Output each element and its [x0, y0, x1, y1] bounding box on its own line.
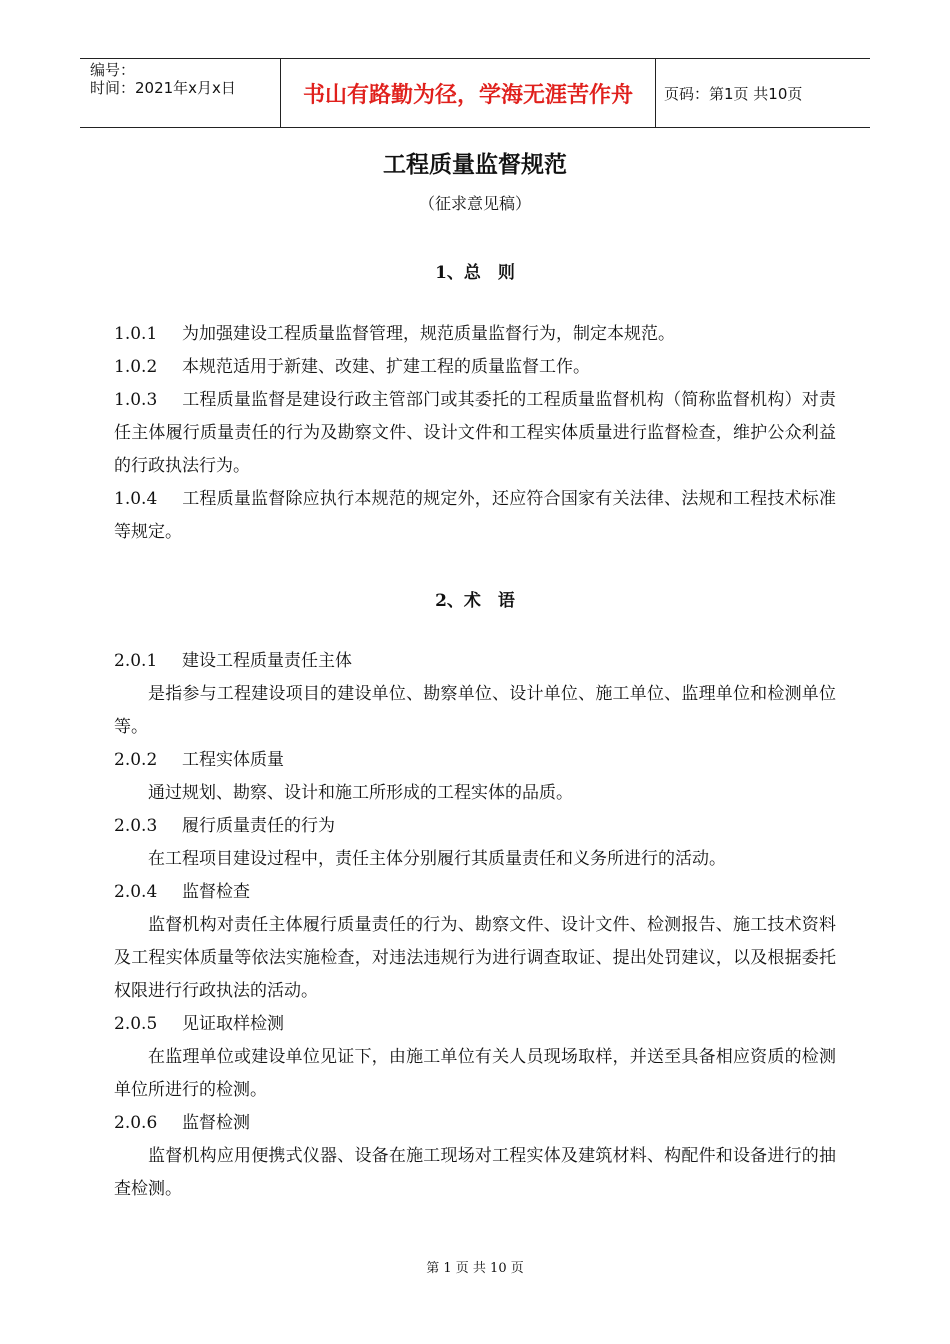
clause-number: 2.0.4	[114, 882, 158, 902]
term-definition: 通过规划、勘察、设计和施工所形成的工程实体的品质。	[148, 783, 573, 803]
clause-number: 2.0.3	[114, 816, 158, 836]
time-label: 时间：2021年x月x日	[90, 79, 236, 97]
term-name: 见证取样检测	[182, 1014, 284, 1034]
section-heading-general: 1、总 则	[435, 263, 515, 283]
term-name: 监督检查	[182, 882, 250, 902]
term-name: 建设工程质量责任主体	[182, 651, 352, 671]
clause	[114, 483, 836, 549]
term-definition: 监督机构应用便携式仪器、设备在施工现场对工程实体及建筑材料、构配件和设备进行的抽查检测。	[114, 1146, 836, 1199]
term-heading	[114, 645, 836, 678]
term-heading	[114, 876, 836, 909]
clause	[114, 384, 836, 483]
clause-number: 2.0.2	[114, 750, 158, 770]
header-meta	[80, 59, 280, 127]
clause-number: 1.0.1	[114, 324, 158, 344]
header-motto: 书山有路勤为径，学海无涯苦作舟	[280, 59, 656, 127]
term-definition: 监督机构对责任主体履行质量责任的行为、勘察文件、设计文件、检测报告、施工技术资料及工程实体质量等依法实施检查，对违法违规行为进行调查取证、提出处罚建议，以及根据委托权限进行行政执法的活动。	[114, 915, 836, 1001]
term-heading	[114, 1008, 836, 1041]
term-definition: 在监理单位或建设单位见证下，由施工单位有关人员现场取样，并送至具备相应资质的检测单位所进行的检测。	[114, 1047, 836, 1100]
clause-number: 2.0.6	[114, 1113, 158, 1133]
term-definition: 是指参与工程建设项目的建设单位、勘察单位、设计单位、施工单位、监理单位和检测单位等。	[114, 684, 836, 737]
clause	[114, 351, 836, 384]
clause-text: 工程质量监督是建设行政主管部门或其委托的工程质量监督机构（简称监督机构）对责任主体履行质量责任的行为及勘察文件、设计文件和工程实体质量进行监督检查，维护公众利益的行政执法行为。	[114, 390, 836, 476]
clause-text: 工程质量监督除应执行本规范的规定外，还应符合国家有关法律、法规和工程技术标准等规定。	[114, 489, 836, 542]
page-footer: 第 1 页 共 10 页	[426, 1261, 524, 1276]
document-title: 工程质量监督规范	[383, 151, 567, 178]
term-name: 工程实体质量	[182, 750, 284, 770]
section-heading-terms: 2、术 语	[435, 591, 515, 611]
clause-number: 1.0.4	[114, 489, 158, 509]
clause-number: 2.0.1	[114, 651, 158, 671]
term-heading	[114, 810, 836, 843]
code-label: 编号：	[90, 61, 136, 79]
term-heading	[114, 744, 836, 777]
section-terms-body	[114, 645, 836, 1206]
section-general-body	[114, 318, 836, 549]
header-page-info: 页码：第1页 共10页	[664, 84, 803, 103]
document-header	[80, 58, 870, 128]
clause-number: 2.0.5	[114, 1014, 158, 1034]
term-name: 监督检测	[182, 1113, 250, 1133]
clause-text: 本规范适用于新建、改建、扩建工程的质量监督工作。	[182, 357, 590, 377]
document-subtitle: （征求意见稿）	[418, 194, 531, 213]
clause-text: 为加强建设工程质量监督管理，规范质量监督行为，制定本规范。	[182, 324, 675, 344]
term-name: 履行质量责任的行为	[182, 816, 335, 836]
clause	[114, 318, 836, 351]
term-definition: 在工程项目建设过程中，责任主体分别履行其质量责任和义务所进行的活动。	[148, 849, 726, 869]
term-heading	[114, 1107, 836, 1140]
clause-number: 1.0.3	[114, 390, 158, 410]
clause-number: 1.0.2	[114, 357, 158, 377]
